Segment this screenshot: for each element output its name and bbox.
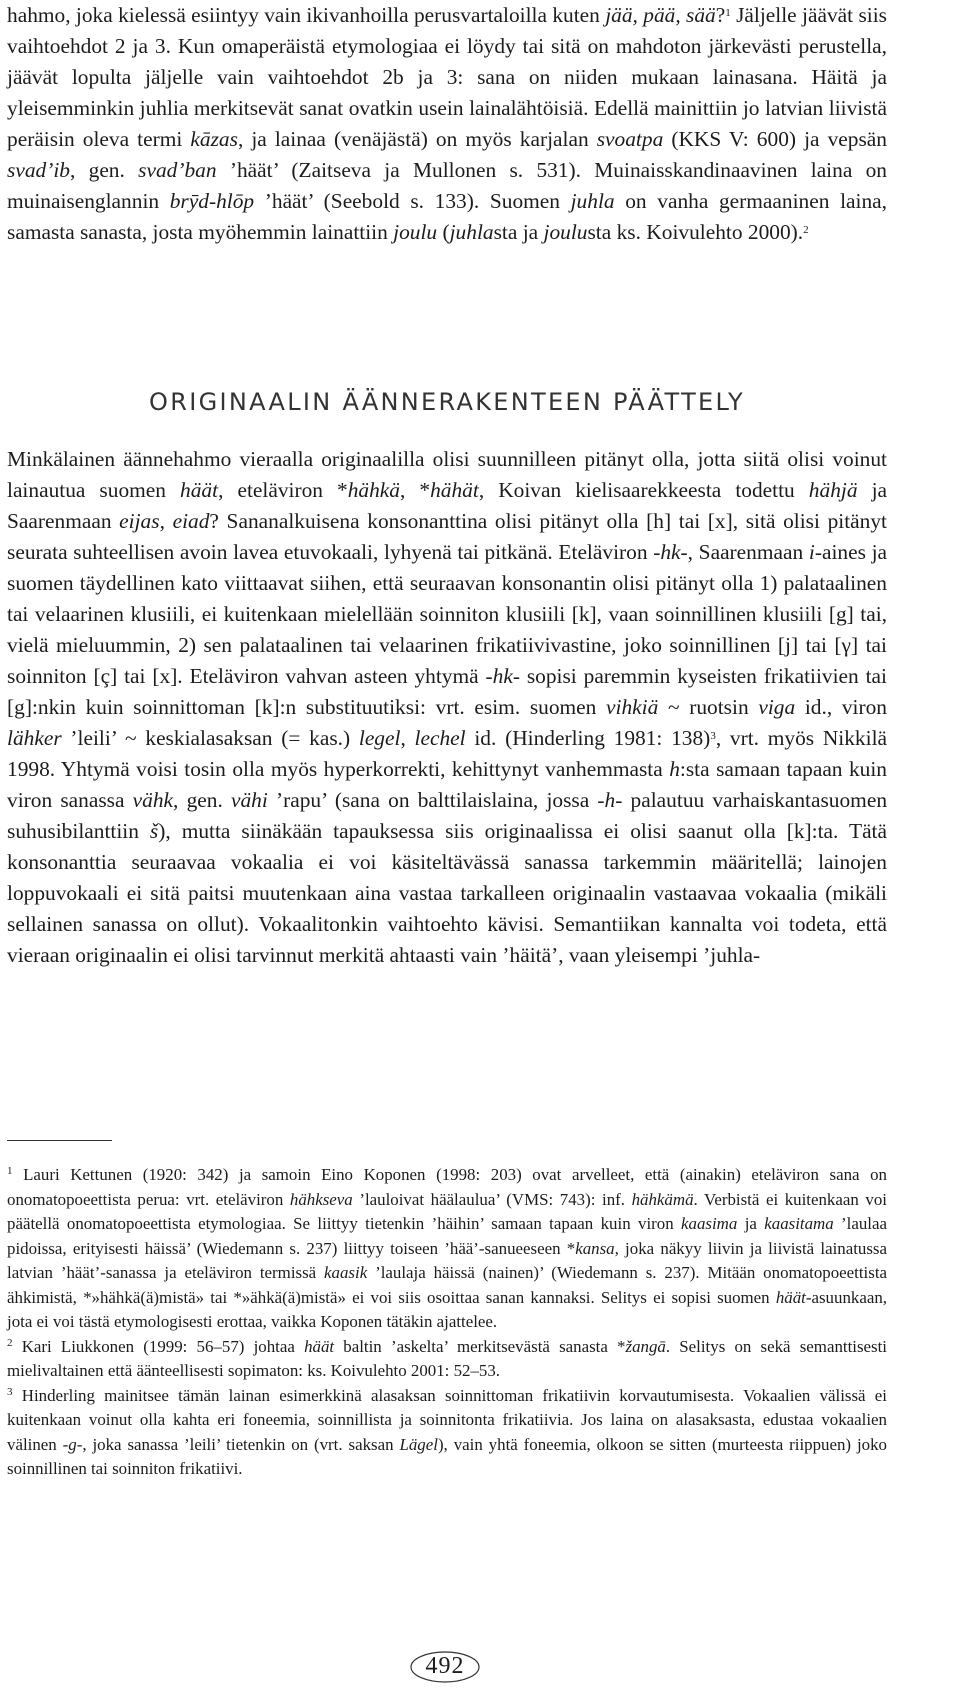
footnotes — [7, 1163, 887, 1482]
body-paragraph-1: hahmo, joka kielessä esiintyy vain ikivanhoilla perusvartaloilla kuten jää, pää, sää?$^1$ Jäljelle jäävät siis vaihtoehdot 2 ja 3. Kun omaperäistä etymologiaa ei löydy tai sitä on mahdoton järkevästi perustella, jäävät lopulta jäljelle vain vaihtoehdot 2b ja 3: sana on niiden mukaan lainasana. Häitä ja yleisemminkin juhlia merkitsevät sanat ovatkin usein lainalähtöisiä. Edellä mainittiin jo latvian liivistä peräisin oleva termi kāzas, ja lainaa (venäjästä) on myös karjalan svoatpa (KKS V: 600) ja vepsän svad’ib, gen. svad’ban ’häät’ (Zaitseva ja Mullonen s. 531). Muinaisskandinaavinen laina on muinaisenglannin brȳd-hlōp ’häät’ (Seebold s. 133). Suomen juhla on vanha germaaninen laina, samasta sanasta, josta myöhemmin lainattiin joulu (juhlasta ja joulusta ks. Koivulehto 2000).$^2$ — [7, 3, 887, 244]
page-number — [409, 1650, 481, 1684]
footnote-separator — [7, 1140, 112, 1141]
body-paragraph-2: Minkälainen äännehahmo vieraalla originaalilla olisi suunnilleen pitänyt olla, jotta siitä olisi voinut lainautua suomen häät, eteläviron *hähkä, *hähät, Koivan kielisaarekkeesta todettu hähjä ja Saarenmaan eijas, eiad? Sananalkuisena konsonanttina olisi pitänyt olla [h] tai [x], sitä olisi pitänyt seurata suhteellisen avoin lavea etuvokaali, lyhyenä tai pitkänä. Eteläviron -hk-, Saarenmaan i-aines ja suomen täydellinen kato viittaavat siihen, että seuraavan konsonantin olisi pitänyt olla 1) palataalinen tai velaarinen klusiili, ei kuitenkaan mielellään soinniton klusiili [k], vaan soinnillinen klusiili [g] tai, vielä mieluummin, 2) sen palataalinen tai velaarinen frikatiivivastine, joko soinnillinen [j] tai [γ] tai soinniton [ç] tai [x]. Eteläviron vahvan asteen yhtymä -hk- sopisi paremmin kyseisten frikatiivien tai [g]:nkin kuin soinnittoman [k]:n substituutiksi: vrt. esim. suomen vihkiä ~ ruotsin viga id., viron lähker ’leili’ ~ keskialasaksan (= kas.) legel, lechel id. (Hinderling 1981: 138)$^3$, vrt. myös Nikkilä 1998. Yhtymä voisi tosin olla myös hyperkorrekti, kehittynyt vanhemmasta h:sta samaan tapaan kuin viron sanassa vähk, gen. vähi ’rapu’ (sana on balttilaislaina, jossa -h- palautuu varhaiskantasuomen suhusibilanttiin š), mutta siinäkään tapauksessa siis originaalissa ei olisi saanut olla [k]:ta. Tätä konsonanttia seuraavaa vokaalia ei voi käsiteltävässä sanassa tarkemmin määritellä; lainojen loppuvokaali ei sitä paitsi muutenkaan aina vastaa tarkalleen originaalin vastaavaa vokaalia (mikäli sellainen sanassa on ollut). Vokaalitonkin vaihtoehto kävisi. Semantiikan kannalta voi todeta, että vieraan originaalin ei olisi tarvinnut merkitä ahtaasti vain ’häitä’, vaan yleisempi ’juhla- — [7, 447, 888, 967]
section-heading: ORIGINAALIN ÄÄNNERAKENTEEN PÄÄTTELY — [149, 388, 745, 416]
footnote-3: $^3$ Hinderling mainitsee tämän lainan esimerkkinä alasaksan soinnittoman frikatiivin korvautumisesta. Vokaalien välissä ei kuitenkaan voinut olla kahta eri foneemia, soinnillista ja soinnitonta frikatiivia. Jos laina on alasaksasta, edustaa vokaalien välinen -g-, joka sanassa ’leili’ tietenkin on (vrt. saksan Lägel), vain yhtä foneemia, olkoon se sitten (murteesta riippuen) joko soinnillinen tai soinniton frikatiivi. — [7, 1385, 887, 1478]
footnote-2: $^2$ Kari Liukkonen (1999: 56–57) johtaa häät baltin ’askelta’ merkitsevästä sanasta *žangā. Selitys on sekä semanttisesti mielivaltainen että äänteellisesti sopimaton: ks. Koivulehto 2001: 52–53. — [7, 1336, 887, 1380]
page — [7, 0, 887, 1696]
footnote-1: $^1$ Lauri Kettunen (1920: 342) ja samoin Eino Koponen (1998: 203) ovat arvelleet, että (ainakin) eteläviron sana on onomatopoeettista perua: vrt. eteläviron hähkseva ’lauloivat häälaulua’ (VMS: 743): inf. hähkämä. Verbistä ei kuitenkaan voi päätellä onomatopoeettista etymologiaa. Se liittyy tietenkin ’häihin’ samaan tapaan kuin viron kaasima ja kaasitama ’laulaa pidoissa, erityisesti häissä’ (Wiedemann s. 237) liittyy toiseen ’hää’-sanueeseen *kansa, joka näkyy liivin ja liivistä lainatussa latvian ’häät’-sanassa ja eteläviron termissä kaasik ’laulaja häissä (nainen)’ (Wiedemann s. 237). Mitään onomatopoeettista ähkimistä, *»hähkä(ä)mistä» tai *»ähkä(ä)mistä» ei voi siis osoittaa sanan kannaksi. Selitys ei sopisi suomen häät-asuunkaan, jota ei voi tästä etymologisesti erottaa, vaikka Koponen tätäkin ajattelee. — [7, 1165, 888, 1331]
page-number-text: 492 — [425, 1653, 465, 1679]
